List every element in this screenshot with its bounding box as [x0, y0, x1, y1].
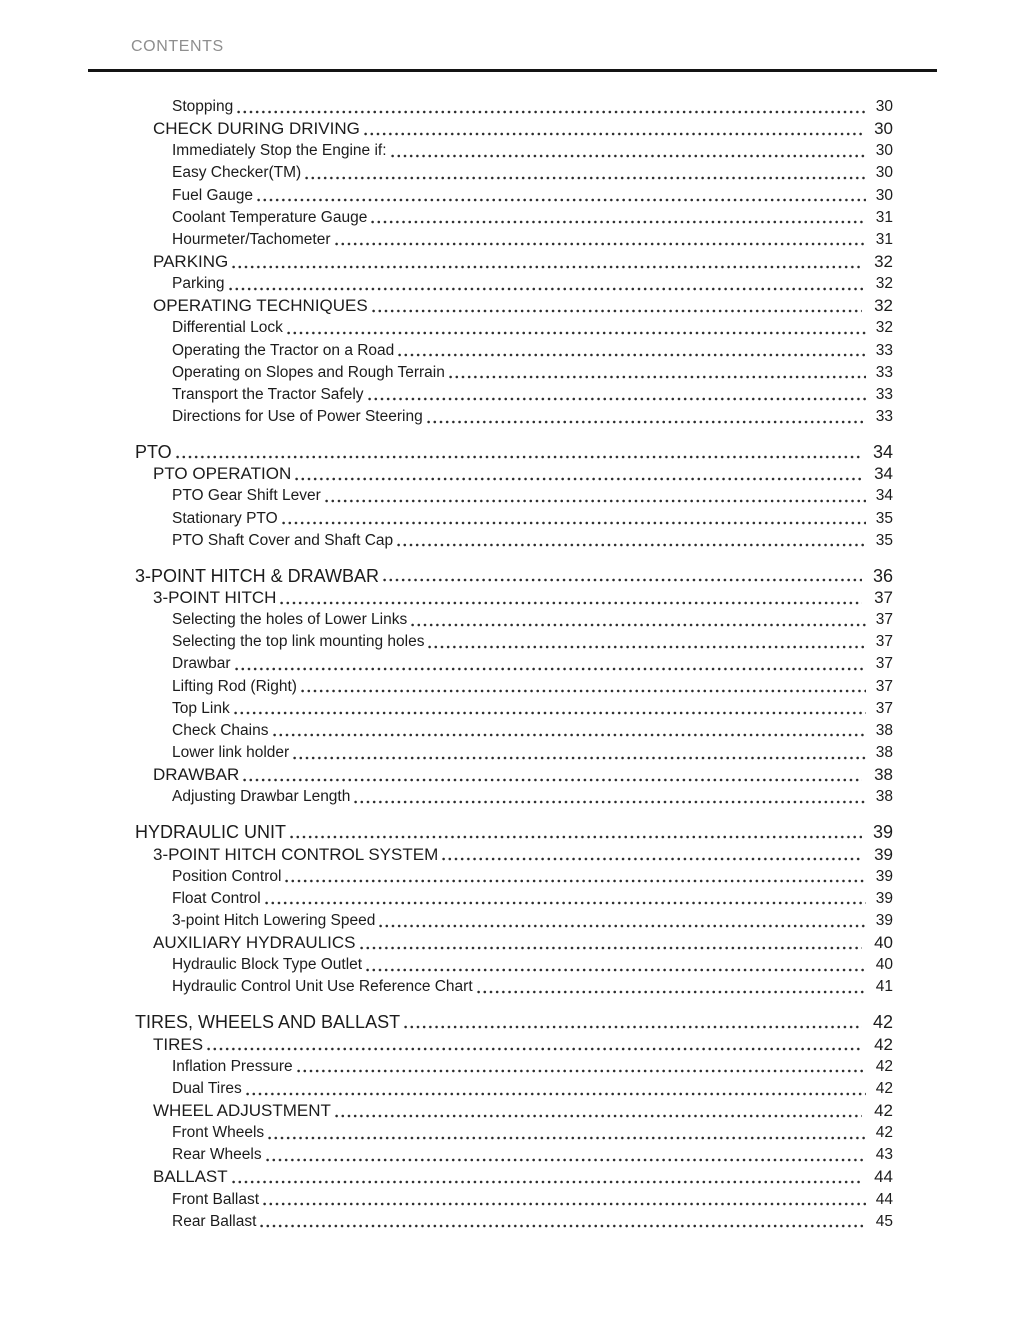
toc-entry-page: 42	[872, 1012, 893, 1033]
toc-entry-page: 32	[875, 275, 893, 293]
dot-leader	[297, 1069, 866, 1073]
dot-leader	[391, 154, 866, 158]
toc-entry-page: 34	[874, 464, 893, 484]
toc-entry-page: 39	[875, 911, 893, 929]
toc-entry	[135, 720, 893, 742]
toc-entry-label: DRAWBAR	[153, 765, 240, 785]
dot-leader	[266, 1158, 866, 1162]
toc-entry-page: 37	[875, 677, 893, 695]
toc-entry-page: 37	[875, 633, 893, 651]
dot-leader	[354, 800, 866, 804]
toc-entry-label: Selecting the top link mounting holes	[172, 633, 425, 651]
toc-entry-label: Top Link	[172, 699, 230, 717]
toc-entry	[135, 587, 893, 609]
toc-entry-page: 39	[872, 822, 893, 843]
dot-leader	[243, 778, 862, 782]
dot-leader	[263, 1202, 866, 1206]
toc-group	[135, 1011, 893, 1232]
toc-entry	[135, 185, 893, 207]
toc-group	[135, 821, 893, 998]
toc-entry-label: Rear Ballast	[172, 1212, 257, 1230]
toc-entry-page: 42	[875, 1057, 893, 1075]
toc-entry	[135, 786, 893, 808]
toc-entry-page: 37	[875, 655, 893, 673]
toc-entry	[135, 229, 893, 251]
toc-entry-page: 31	[875, 230, 893, 248]
toc-entry-label: Selecting the holes of Lower Links	[172, 611, 408, 629]
toc-entry-label: Dual Tires	[172, 1079, 242, 1097]
toc-entry	[135, 1122, 893, 1144]
dot-leader	[335, 1114, 862, 1118]
toc-entry-page: 38	[875, 788, 893, 806]
toc-entry-page: 42	[875, 1124, 893, 1142]
toc-entry-page: 38	[874, 765, 893, 785]
dot-leader	[285, 879, 866, 883]
toc-entry-label: Check Chains	[172, 721, 269, 739]
toc-entry	[135, 406, 893, 428]
dot-leader	[364, 132, 862, 136]
toc-entry	[135, 1166, 893, 1188]
toc-entry	[135, 742, 893, 764]
toc-entry	[135, 1011, 893, 1033]
toc-entry-page: 34	[872, 442, 893, 463]
toc-entry-page: 44	[875, 1190, 893, 1208]
dot-leader	[229, 287, 866, 291]
toc-entry-page: 37	[874, 587, 893, 607]
dot-leader	[234, 711, 866, 715]
toc-entry-page: 40	[875, 956, 893, 974]
toc-entry	[135, 976, 893, 998]
toc-entry-page: 33	[875, 407, 893, 425]
dot-leader	[282, 521, 866, 525]
dot-leader	[232, 265, 862, 269]
toc-entry	[135, 1100, 893, 1122]
toc-entry	[135, 317, 893, 339]
toc-entry-page: 35	[875, 531, 893, 549]
dot-leader	[379, 924, 866, 928]
toc-entry-page: 44	[874, 1167, 893, 1187]
dot-leader	[295, 477, 862, 481]
toc-entry-page: 32	[874, 251, 893, 271]
page-header-label: CONTENTS	[131, 38, 224, 55]
dot-leader	[371, 220, 866, 224]
dot-leader	[305, 176, 866, 180]
toc-entry-page: 42	[874, 1101, 893, 1121]
dot-leader	[176, 455, 862, 459]
dot-leader	[287, 331, 866, 335]
toc-entry	[135, 96, 893, 118]
dot-leader	[280, 601, 862, 605]
toc-entry-page: 31	[875, 208, 893, 226]
toc-entry	[135, 676, 893, 698]
dot-leader	[290, 835, 862, 839]
dot-leader	[237, 110, 866, 114]
toc-entry-page: 36	[872, 565, 893, 586]
toc-group	[135, 441, 893, 552]
toc-entry	[135, 954, 893, 976]
toc-entry-page: 37	[875, 699, 893, 717]
toc-entry-label: 3-POINT HITCH CONTROL SYSTEM	[153, 844, 439, 864]
dot-leader	[325, 499, 866, 503]
dot-leader	[442, 857, 862, 861]
toc-entry	[135, 530, 893, 552]
dot-leader	[372, 309, 862, 313]
toc-entry	[135, 508, 893, 530]
toc-entry-label: Parking	[172, 275, 225, 293]
toc-entry-label: Differential Lock	[172, 319, 283, 337]
dot-leader	[428, 645, 866, 649]
toc-entry-page: 30	[874, 119, 893, 139]
toc-entry	[135, 463, 893, 485]
toc-entry-label: PTO Shaft Cover and Shaft Cap	[172, 531, 394, 549]
toc-entry-page: 30	[875, 98, 893, 115]
dot-leader	[411, 623, 866, 627]
toc-entry-label: 3-POINT HITCH & DRAWBAR	[135, 565, 380, 586]
toc-entry-page: 39	[875, 889, 893, 907]
toc-entry-page: 33	[875, 385, 893, 403]
toc-entry-label: Immediately Stop the Engine if:	[172, 142, 387, 160]
toc-entry	[135, 1056, 893, 1078]
dot-leader	[293, 756, 866, 760]
toc-entry-page: 34	[875, 487, 893, 505]
dot-leader	[265, 901, 866, 905]
toc-entry-label: Fuel Gauge	[172, 186, 253, 204]
toc-entry-label: Lower link holder	[172, 743, 290, 761]
toc-entry	[135, 273, 893, 295]
dot-leader	[268, 1136, 866, 1140]
toc-entry	[135, 207, 893, 229]
dot-leader	[368, 397, 866, 401]
toc-entry-page: 30	[875, 142, 893, 160]
toc-entry-label: Operating on Slopes and Rough Terrain	[172, 363, 445, 381]
toc-entry-label: PTO OPERATION	[153, 464, 292, 484]
toc-entry	[135, 1211, 893, 1233]
toc-entry-label: Drawbar	[172, 655, 231, 673]
toc-entry-label: Position Control	[172, 867, 282, 885]
dot-leader	[257, 198, 866, 202]
toc-entry	[135, 140, 893, 162]
toc-entry-label: OPERATING TECHNIQUES	[153, 296, 368, 316]
toc-entry	[135, 384, 893, 406]
toc-entry-page: 30	[875, 186, 893, 204]
toc-group	[135, 96, 893, 428]
toc-entry-page: 45	[875, 1212, 893, 1230]
toc-entry-label: Inflation Pressure	[172, 1057, 293, 1075]
toc-entry-label: Operating the Tractor on a Road	[172, 341, 395, 359]
toc-entry-label: 3-point Hitch Lowering Speed	[172, 911, 376, 929]
toc-entry-page: 38	[875, 743, 893, 761]
toc-entry-label: Front Ballast	[172, 1190, 260, 1208]
toc-entry-page: 30	[875, 164, 893, 182]
toc-entry-label: Rear Wheels	[172, 1146, 262, 1164]
dot-leader	[246, 1092, 866, 1096]
toc-entry-label: Adjusting Drawbar Length	[172, 788, 351, 806]
toc-entry-page: 32	[875, 319, 893, 337]
toc-entry-page: 39	[875, 867, 893, 885]
toc-entry-label: Front Wheels	[172, 1124, 265, 1142]
toc-entry-label: Hydraulic Control Unit Use Reference Chart	[172, 978, 473, 996]
toc-entry-page: 39	[874, 844, 893, 864]
toc-entry	[135, 1078, 893, 1100]
toc-entry-page: 33	[875, 363, 893, 381]
toc-entry	[135, 1189, 893, 1211]
toc-entry-label: WHEEL ADJUSTMENT	[153, 1101, 331, 1121]
toc-entry-label: Easy Checker(TM)	[172, 164, 302, 182]
toc-entry	[135, 609, 893, 631]
dot-leader	[273, 733, 867, 737]
toc-entry-page: 41	[875, 978, 893, 996]
toc-entry-page: 42	[874, 1034, 893, 1054]
dot-leader	[397, 543, 866, 547]
toc-entry-label: Lifting Rod (Right)	[172, 677, 297, 695]
toc-entry	[135, 866, 893, 888]
dot-leader	[398, 353, 866, 357]
toc-entry	[135, 653, 893, 675]
toc-entry-label: HYDRAULIC UNIT	[135, 822, 287, 843]
toc-entry	[135, 1144, 893, 1166]
toc-entry-label: Stationary PTO	[172, 509, 278, 527]
dot-leader	[360, 946, 863, 950]
toc-entry-label: Stopping	[172, 98, 234, 115]
toc-entry	[135, 162, 893, 184]
toc-entry	[135, 910, 893, 932]
header-rule	[88, 69, 937, 72]
dot-leader	[383, 578, 862, 582]
toc-entry	[135, 764, 893, 786]
toc-entry-page: 35	[875, 509, 893, 527]
toc-entry	[135, 698, 893, 720]
toc-entry	[135, 485, 893, 507]
toc-group	[135, 565, 893, 809]
toc-entry-label: Directions for Use of Power Steering	[172, 407, 423, 425]
dot-leader	[404, 1025, 862, 1029]
toc-entry	[135, 631, 893, 653]
toc-entry-page: 40	[874, 933, 893, 953]
toc-entry-label: 3-POINT HITCH	[153, 587, 277, 607]
toc-entry-label: BALLAST	[153, 1167, 228, 1187]
toc-entry	[135, 821, 893, 843]
dot-leader	[477, 990, 866, 994]
toc-entry-page: 38	[875, 721, 893, 739]
dot-leader	[366, 968, 866, 972]
dot-leader	[335, 242, 866, 246]
toc-entry-label: TIRES	[153, 1034, 204, 1054]
dot-leader	[232, 1180, 862, 1184]
toc-entry-label: TIRES, WHEELS AND BALLAST	[135, 1012, 401, 1033]
toc-entry	[135, 362, 893, 384]
toc-entry-label: PTO Gear Shift Lever	[172, 487, 321, 505]
toc-entry-label: PARKING	[153, 251, 229, 271]
toc-entry-page: 33	[875, 341, 893, 359]
dot-leader	[449, 375, 866, 379]
toc-entry-label: Float Control	[172, 889, 261, 907]
dot-leader	[235, 667, 866, 671]
toc-entry-page: 42	[875, 1079, 893, 1097]
toc-entry-page: 43	[875, 1146, 893, 1164]
toc-entry	[135, 340, 893, 362]
toc-entry-page: 37	[875, 611, 893, 629]
toc-entry-label: PTO	[135, 442, 172, 463]
toc-entry	[135, 844, 893, 866]
toc-entry	[135, 441, 893, 463]
toc-entry	[135, 1034, 893, 1056]
dot-leader	[427, 420, 866, 424]
toc-entry	[135, 251, 893, 273]
toc-entry-label: Transport the Tractor Safely	[172, 385, 364, 403]
toc-entry	[135, 888, 893, 910]
table-of-contents	[135, 96, 893, 1233]
toc-entry	[135, 295, 893, 317]
dot-leader	[260, 1224, 866, 1228]
dot-leader	[301, 689, 866, 693]
toc-entry	[135, 118, 893, 140]
toc-entry-label: CHECK DURING DRIVING	[153, 119, 360, 139]
dot-leader	[207, 1047, 862, 1051]
toc-entry-label: Hourmeter/Tachometer	[172, 230, 331, 248]
toc-entry-label: AUXILIARY HYDRAULICS	[153, 933, 356, 953]
toc-entry-label: Coolant Temperature Gauge	[172, 208, 368, 226]
toc-entry	[135, 565, 893, 587]
toc-entry-page: 32	[874, 296, 893, 316]
toc-entry	[135, 932, 893, 954]
toc-entry-label: Hydraulic Block Type Outlet	[172, 956, 363, 974]
